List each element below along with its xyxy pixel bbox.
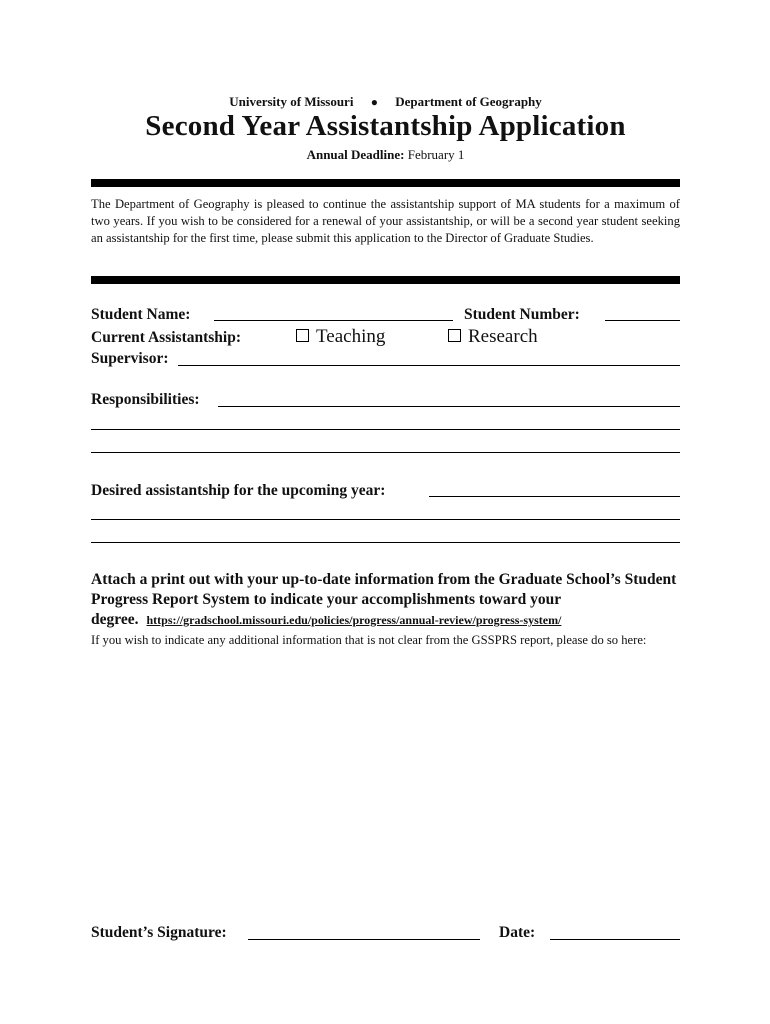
teaching-label: Teaching bbox=[316, 326, 386, 347]
deadline-line bbox=[91, 147, 680, 163]
student-number-field[interactable] bbox=[605, 320, 680, 321]
middle-divider bbox=[91, 276, 680, 284]
signature-label: Student’s Signature: bbox=[91, 924, 227, 941]
student-number-label: Student Number: bbox=[464, 306, 580, 323]
university-name: University of Missouri bbox=[229, 94, 354, 109]
desired-line-3[interactable] bbox=[91, 542, 680, 543]
research-option[interactable] bbox=[448, 326, 538, 348]
student-name-field[interactable] bbox=[214, 320, 453, 321]
header-affiliation bbox=[91, 94, 680, 110]
responsibilities-label: Responsibilities: bbox=[91, 391, 200, 408]
attach-instructions bbox=[91, 570, 680, 630]
application-form bbox=[91, 0, 680, 1024]
additional-info-prompt: If you wish to indicate any additional information that is not clear from the GSSPRS report, please do so here: bbox=[91, 633, 647, 647]
current-assistantship-label: Current Assistantship: bbox=[91, 329, 242, 346]
responsibilities-line-3[interactable] bbox=[91, 452, 680, 453]
deadline-value: February 1 bbox=[407, 147, 465, 162]
research-checkbox[interactable] bbox=[448, 329, 461, 342]
student-name-label: Student Name: bbox=[91, 306, 191, 323]
research-label: Research bbox=[468, 326, 538, 347]
intro-paragraph: The Department of Geography is pleased to continue the assistantship support of MA students for a maximum of two years. If you wish to be considered for a renewal of your assistantship, or will be a second year student seeking an assistantship for the first time, please submit this application to the Director of Graduate Studies. bbox=[91, 197, 680, 245]
date-label: Date: bbox=[499, 924, 536, 941]
page-title: Second Year Assistantship Application bbox=[145, 110, 626, 142]
department-name: Department of Geography bbox=[395, 94, 542, 109]
supervisor-label: Supervisor: bbox=[91, 350, 169, 367]
desired-assistantship-label: Desired assistantship for the upcoming year: bbox=[91, 482, 386, 499]
desired-line-2[interactable] bbox=[91, 519, 680, 520]
teaching-checkbox[interactable] bbox=[296, 329, 309, 342]
bullet-separator: ● bbox=[370, 95, 378, 109]
signature-field[interactable] bbox=[248, 939, 480, 940]
progress-system-link[interactable]: https://gradschool.missouri.edu/policies/progress/annual-review/progress-system/ bbox=[146, 613, 562, 627]
responsibilities-field[interactable] bbox=[218, 406, 680, 407]
supervisor-field[interactable] bbox=[178, 365, 680, 366]
deadline-label: Annual Deadline: bbox=[306, 147, 405, 162]
desired-assistantship-field[interactable] bbox=[429, 496, 680, 497]
responsibilities-line-2[interactable] bbox=[91, 429, 680, 430]
top-divider bbox=[91, 179, 680, 187]
attach-text: Attach a print out with your up-to-date information from the Graduate School’s Student Progress Report System to indicate your accomplishments toward your degree. bbox=[91, 571, 677, 628]
date-field[interactable] bbox=[550, 939, 680, 940]
teaching-option[interactable] bbox=[296, 326, 385, 348]
